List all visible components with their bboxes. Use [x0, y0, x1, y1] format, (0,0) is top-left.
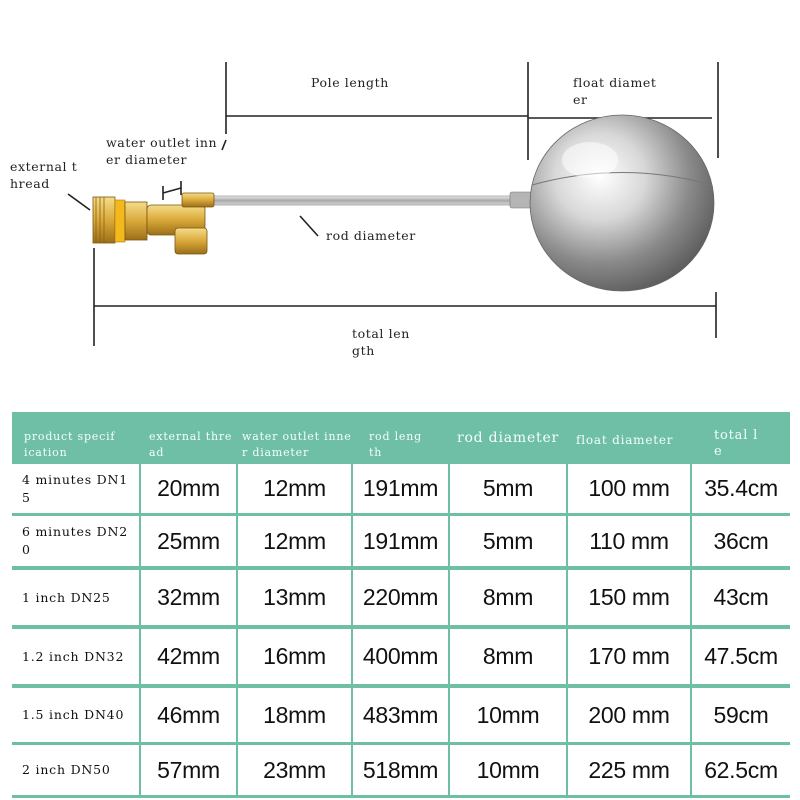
value-cell: 10mm	[450, 688, 566, 742]
outlet-marker	[163, 188, 181, 193]
pole-length-label: Pole length	[311, 75, 389, 90]
table-row	[12, 688, 790, 742]
value-cell: 13mm	[238, 570, 351, 625]
spec-name-cell: 1.2 inch DN32	[12, 629, 139, 684]
valve-outlet	[175, 228, 207, 254]
value-cell: 220mm	[353, 570, 448, 625]
value-cell: 43cm	[692, 570, 790, 625]
value-cell: 36cm	[692, 516, 790, 566]
value-cell: 20mm	[141, 464, 236, 513]
value-cell: 57mm	[141, 745, 236, 795]
spec-name-cell: 1.5 inch DN40	[12, 688, 139, 742]
value-cell: 12mm	[238, 516, 351, 566]
value-cell: 62.5cm	[692, 745, 790, 795]
value-cell: 8mm	[450, 629, 566, 684]
table-row	[12, 570, 790, 625]
value-cell: 42mm	[141, 629, 236, 684]
value-cell: 59cm	[692, 688, 790, 742]
table-row	[12, 629, 790, 684]
value-cell: 483mm	[353, 688, 448, 742]
value-cell: 5mm	[450, 516, 566, 566]
value-cell: 200 mm	[568, 688, 690, 742]
float-ball	[530, 115, 714, 291]
header-cell-3: rod leng th	[369, 430, 422, 459]
rod-pointer	[300, 216, 318, 236]
value-cell: 12mm	[238, 464, 351, 513]
spec-name-cell: 4 minutes DN1 5	[12, 464, 139, 513]
value-cell: 225 mm	[568, 745, 690, 795]
table-row	[12, 745, 790, 795]
value-cell: 35.4cm	[692, 464, 790, 513]
header-cell-6: total l e	[714, 428, 759, 459]
spec-name-cell: 1 inch DN25	[12, 570, 139, 625]
rod-nut	[510, 192, 532, 208]
outlet-pointer	[222, 140, 226, 150]
total-length-label: total len gth	[352, 326, 410, 358]
value-cell: 32mm	[141, 570, 236, 625]
header-cell-4: rod diameter	[456, 430, 560, 446]
value-cell: 518mm	[353, 745, 448, 795]
rubber-seal	[115, 200, 125, 242]
value-cell: 47.5cm	[692, 629, 790, 684]
table-row	[12, 516, 790, 566]
value-cell: 10mm	[450, 745, 566, 795]
spec-table	[12, 412, 790, 798]
hex-nut	[125, 202, 147, 240]
value-cell: 191mm	[353, 464, 448, 513]
value-cell: 8mm	[450, 570, 566, 625]
spec-name-cell: 2 inch DN50	[12, 745, 139, 795]
value-cell: 25mm	[141, 516, 236, 566]
header-cell-0: product specif ication	[24, 430, 116, 459]
float-ball-highlight	[562, 142, 618, 178]
float-rod	[200, 196, 535, 205]
lever-arm	[182, 193, 214, 207]
brass-valve	[93, 193, 214, 254]
value-cell: 5mm	[450, 464, 566, 513]
value-cell: 400mm	[353, 629, 448, 684]
value-cell: 23mm	[238, 745, 351, 795]
spec-name-cell: 6 minutes DN2 0	[12, 516, 139, 566]
value-cell: 46mm	[141, 688, 236, 742]
value-cell: 150 mm	[568, 570, 690, 625]
header-cell-5: float diameter	[576, 433, 674, 447]
rod-diameter-label: rod diameter	[326, 228, 416, 243]
external-thread-label: external t hread	[10, 159, 78, 191]
value-cell: 100 mm	[568, 464, 690, 513]
value-cell: 18mm	[238, 688, 351, 742]
value-cell: 191mm	[353, 516, 448, 566]
water-outlet-label: water outlet inn er diameter	[106, 135, 218, 167]
header-cell-2: water outlet inne r diameter	[242, 430, 352, 459]
value-cell: 170 mm	[568, 629, 690, 684]
header-cell-1: external thre ad	[149, 430, 233, 459]
value-cell: 16mm	[238, 629, 351, 684]
thread-pointer	[68, 194, 90, 210]
table-row	[12, 464, 790, 513]
value-cell: 110 mm	[568, 516, 690, 566]
float-diameter-label: float diamet er	[573, 75, 657, 107]
